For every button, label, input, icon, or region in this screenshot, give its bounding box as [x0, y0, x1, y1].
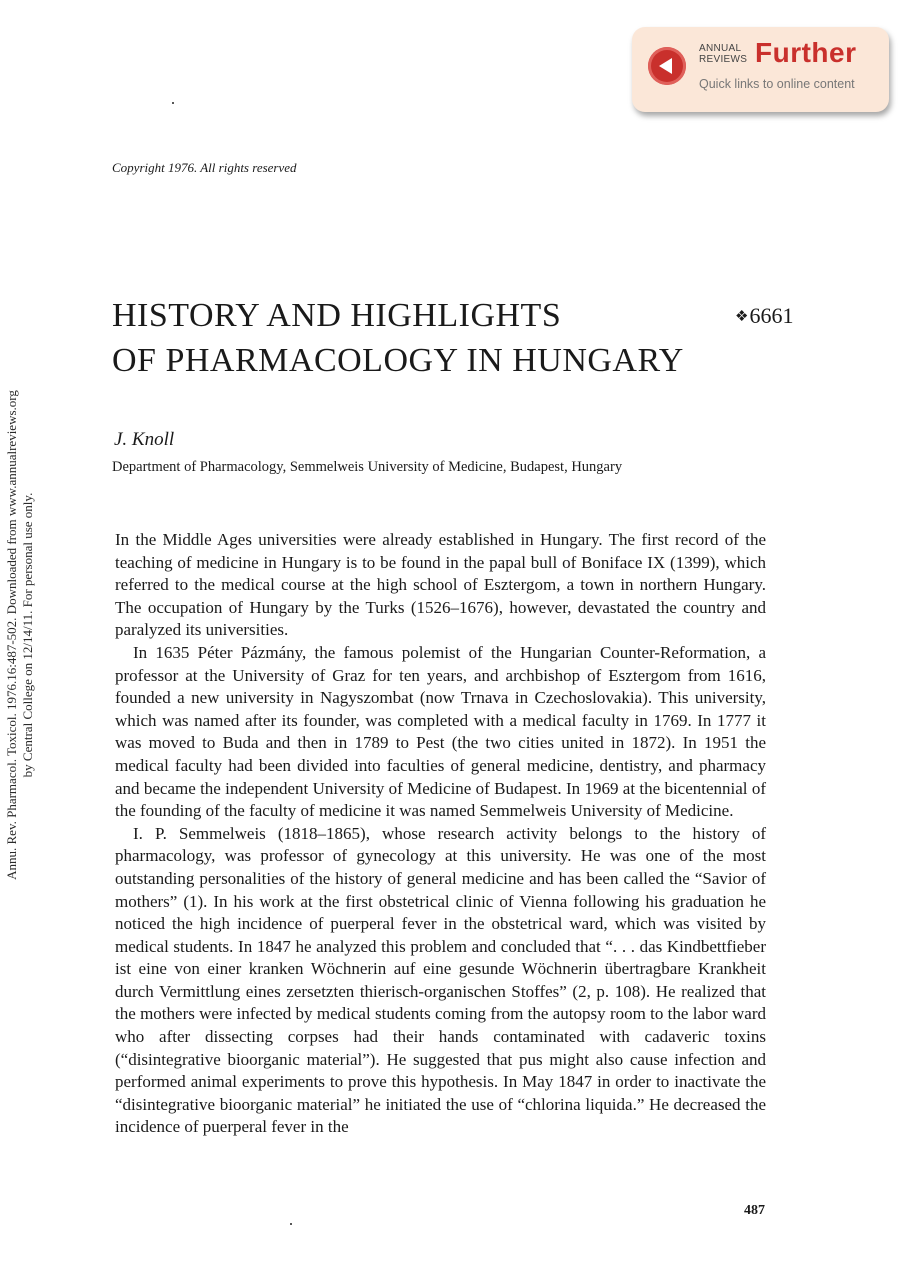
author-name: J. Knoll: [114, 429, 175, 450]
title-line-1: HISTORY AND HIGHLIGHTS: [112, 297, 562, 334]
paragraph: I. P. Semmelweis (1818–1865), whose research activity belongs to the history of pharmacology, was professor of gynecology at this university. He was one of the most outstanding personalities of the history of general medicine and has been called the “Savior of mothers” (1). In his work at the first obstetrical clinic of Vienna following his graduation he noticed the high incidence of puerperal fever in the obstetrical ward, which was visited by medical students. In 1847 he analyzed this problem and concluded that “. . . das Kindbettfieber ist eine von einer kranken Wöchnerin auf eine gesunde Wöchnerin übertragbare Krankheit durch Vermittlung eines zersetzten thierisch-organischen Stoffes” (2, p. 108). He realized that the mothers were infected by medical students coming from the autopsy room to the labor ward who after dissecting corpses had their hands contaminated with cadaveric toxins (“disintegrative bioorganic material”). He suggested that pus might also cause infection and performed animal experiments to prove this hypothesis. In May 1847 in order to inactivate the “disintegrative bioorganic material” he initiated the use of “chlorina liquida.” He decreased the incidence of puerperal fever in the: [115, 823, 766, 1137]
speck: [290, 1223, 292, 1225]
reviews-label: REVIEWS: [699, 54, 748, 65]
author-affiliation: Department of Pharmacology, Semmelweis University of Medicine, Budapest, Hungary: [112, 459, 623, 475]
article-body: [115, 529, 766, 1139]
speck: [172, 102, 174, 104]
article-title: [112, 293, 752, 383]
further-subtitle: Quick links to online content: [699, 77, 855, 91]
diamond-icon: ❖: [735, 309, 749, 325]
download-notice: [0, 0, 40, 1275]
copyright-notice: Copyright 1976. All rights reserved: [112, 160, 297, 175]
title-line-2: OF PHARMACOLOGY IN HUNGARY: [112, 342, 684, 379]
article-id-number: 6661: [749, 303, 794, 328]
further-badge[interactable]: [632, 27, 889, 112]
download-notice-line2: by Central College on 12/14/11. For personal use only.: [20, 492, 35, 778]
annual-label: ANNUAL: [699, 43, 742, 54]
download-notice-line1: Annu. Rev. Pharmacol. Toxicol. 1976.16:487-502. Downloaded from www.annualreviews.org: [4, 390, 19, 880]
article-id: [735, 303, 793, 329]
further-word: Further: [755, 37, 857, 68]
annual-reviews-label: [699, 43, 747, 65]
paragraph: In the Middle Ages universities were already established in Hungary. The first record of the teaching of medicine in Hungary is to be found in the papal bull of Boniface IX (1399), which referred to the medical course at the high school of Esztergom, a town in northern Hungary. The occupation of Hungary by the Turks (1526–1676), however, devastated the country and paralyzed its universities.: [115, 530, 766, 640]
paragraph: In 1635 Péter Pázmány, the famous polemist of the Hungarian Counter-Reformation, a professor at the University of Graz for ten years, and archbishop of Esztergom from 1616, founded a new university in Nagyszombat (now Trnava in Czechoslovakia). This university, which was named after its founder, was completed with a medical faculty in 1769. In 1777 it was moved to Buda and then in 1789 to Pest (the two cities united in 1872). In 1951 the medical faculty had been divided into faculties of general medicine, dentistry, and pharmacy and became the independent University of Medicine of Budapest. In 1969 at the bicentennial of the founding of the faculty of medicine it was named Semmelweis University of Medicine.: [115, 642, 766, 821]
arrow-left-icon[interactable]: [648, 47, 686, 85]
page-number: 487: [744, 1203, 765, 1218]
